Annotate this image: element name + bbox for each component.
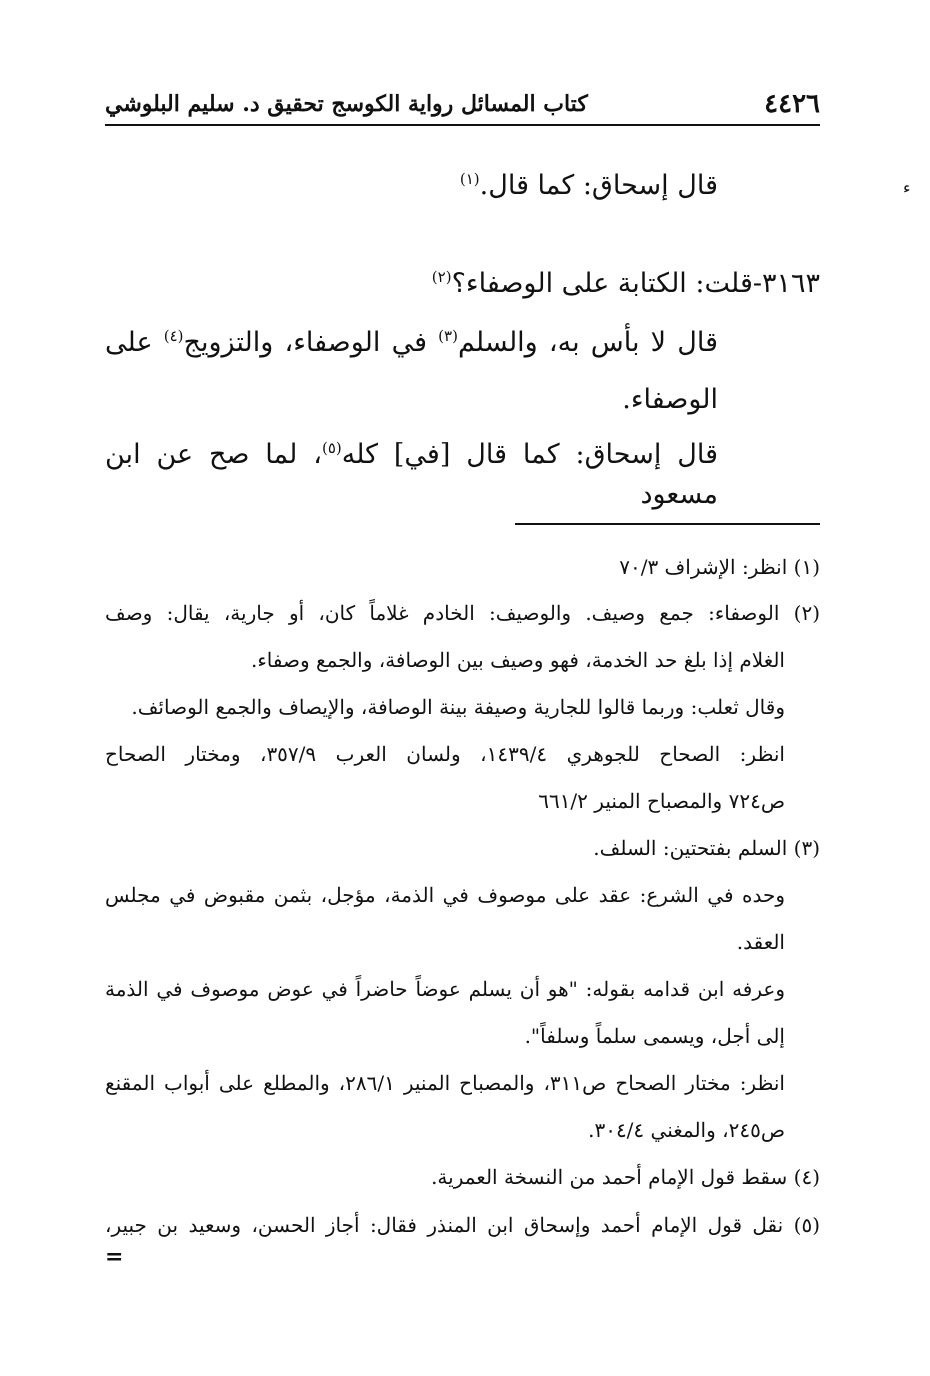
footnote-2-line-2: الغلام إذا بلغ حد الخدمة، فهو وصيف بين الوصافة، والجمع وصفاء.: [250, 648, 785, 672]
footnote-ref-5: (٥): [321, 439, 342, 457]
answer-1-part-2: في الوصفاء، والتزويج: [183, 327, 439, 358]
footnote-2-line-4: انظر: الصحاح للجوهري ١٤٣٩/٤، ولسان العرب ٣٥٧/٩، ومختار الصحاح: [105, 742, 785, 766]
answer-3-part-1: قال إسحاق: كما قال [في] كله: [341, 439, 718, 470]
answer-line-2: الوصفاء.: [622, 384, 718, 415]
answer-1-part-3: على: [105, 327, 164, 358]
footnote-3-line-3: العقد.: [736, 930, 785, 954]
footnote-4: (٤) سقط قول الإمام أحمد من النسخة العمرية.: [431, 1165, 820, 1189]
footnote-5: (٥) نقل قول الإمام أحمد وإسحاق ابن المنذر فقال: أجاز الحسن، وسعيد بن جبير،: [105, 1213, 820, 1237]
footnote-3-line-4: وعرفه ابن قدامه بقوله: "هو أن يسلم عوضاً حاضراً في عوض موصوف في الذمة: [105, 977, 785, 1001]
answer-line-1: [105, 323, 718, 363]
question-line: [432, 264, 820, 304]
header-title: كتاب المسائل رواية الكوسج تحقيق د. سليم البلوشي: [105, 91, 588, 117]
page-number: ٤٤٢٦: [764, 89, 820, 119]
footnote-ref-1: (١): [459, 170, 480, 188]
footnote-3-line-2: وحده في الشرع: عقد على موصوف في الذمة، مؤجل، بثمن مقبوض في مجلس: [105, 883, 785, 907]
question-text: -قلت: الكتابة على الوصفاء؟: [451, 268, 762, 299]
footnote-3-line-7: ص٢٤٥، والمغني ٣٠٤/٤.: [588, 1118, 785, 1142]
footnote-separator: [515, 523, 820, 525]
answer-1-part-1: قال لا بأس به، والسلم: [457, 327, 718, 358]
footnote-1: (١) انظر: الإشراف ٧٠/٣: [619, 555, 820, 579]
footnote-ref-3: (٣): [438, 327, 458, 345]
footnote-2-line-1: (٢) الوصفاء: جمع وصيف. والوصيف: الخادم غلاماً كان، أو جارية، يقال: وصف: [105, 601, 820, 625]
footnote-2-line-3: وقال ثعلب: وربما قالوا للجارية وصيفة بينة الوصافة، والإيصاف والجمع الوصائف.: [131, 695, 785, 719]
answer-3-part-2: ، لما صح عن ابن مسعود: [105, 439, 718, 510]
footnote-3-line-1: (٣) السلم بفتحتين: السلف.: [593, 836, 820, 860]
footnote-ref-2: (٢): [431, 268, 452, 286]
header-rule: [105, 124, 820, 126]
footnote-3-line-6: انظر: مختار الصحاح ص٣١١، والمصباح المنير ٢٨٦/١، والمطلع على أبواب المقنع: [105, 1071, 785, 1095]
footnote-3-line-5: إلى أجل، ويسمى سلماً وسلفاً".: [524, 1024, 785, 1048]
body-line-1: [460, 166, 718, 206]
answer-line-3: [105, 435, 718, 515]
footnote-ref-4: (٤): [163, 327, 184, 345]
body-line-1-text: قال إسحاق: كما قال.: [479, 170, 718, 201]
continuation-mark: =: [105, 1244, 124, 1270]
footnote-2-line-5: ص٧٢٤ والمصباح المنير ٦٦١/٢: [538, 789, 785, 813]
question-number: ٣١٦٣: [761, 268, 820, 299]
running-header: [105, 84, 820, 124]
margin-mark: ﺀ: [903, 178, 911, 197]
